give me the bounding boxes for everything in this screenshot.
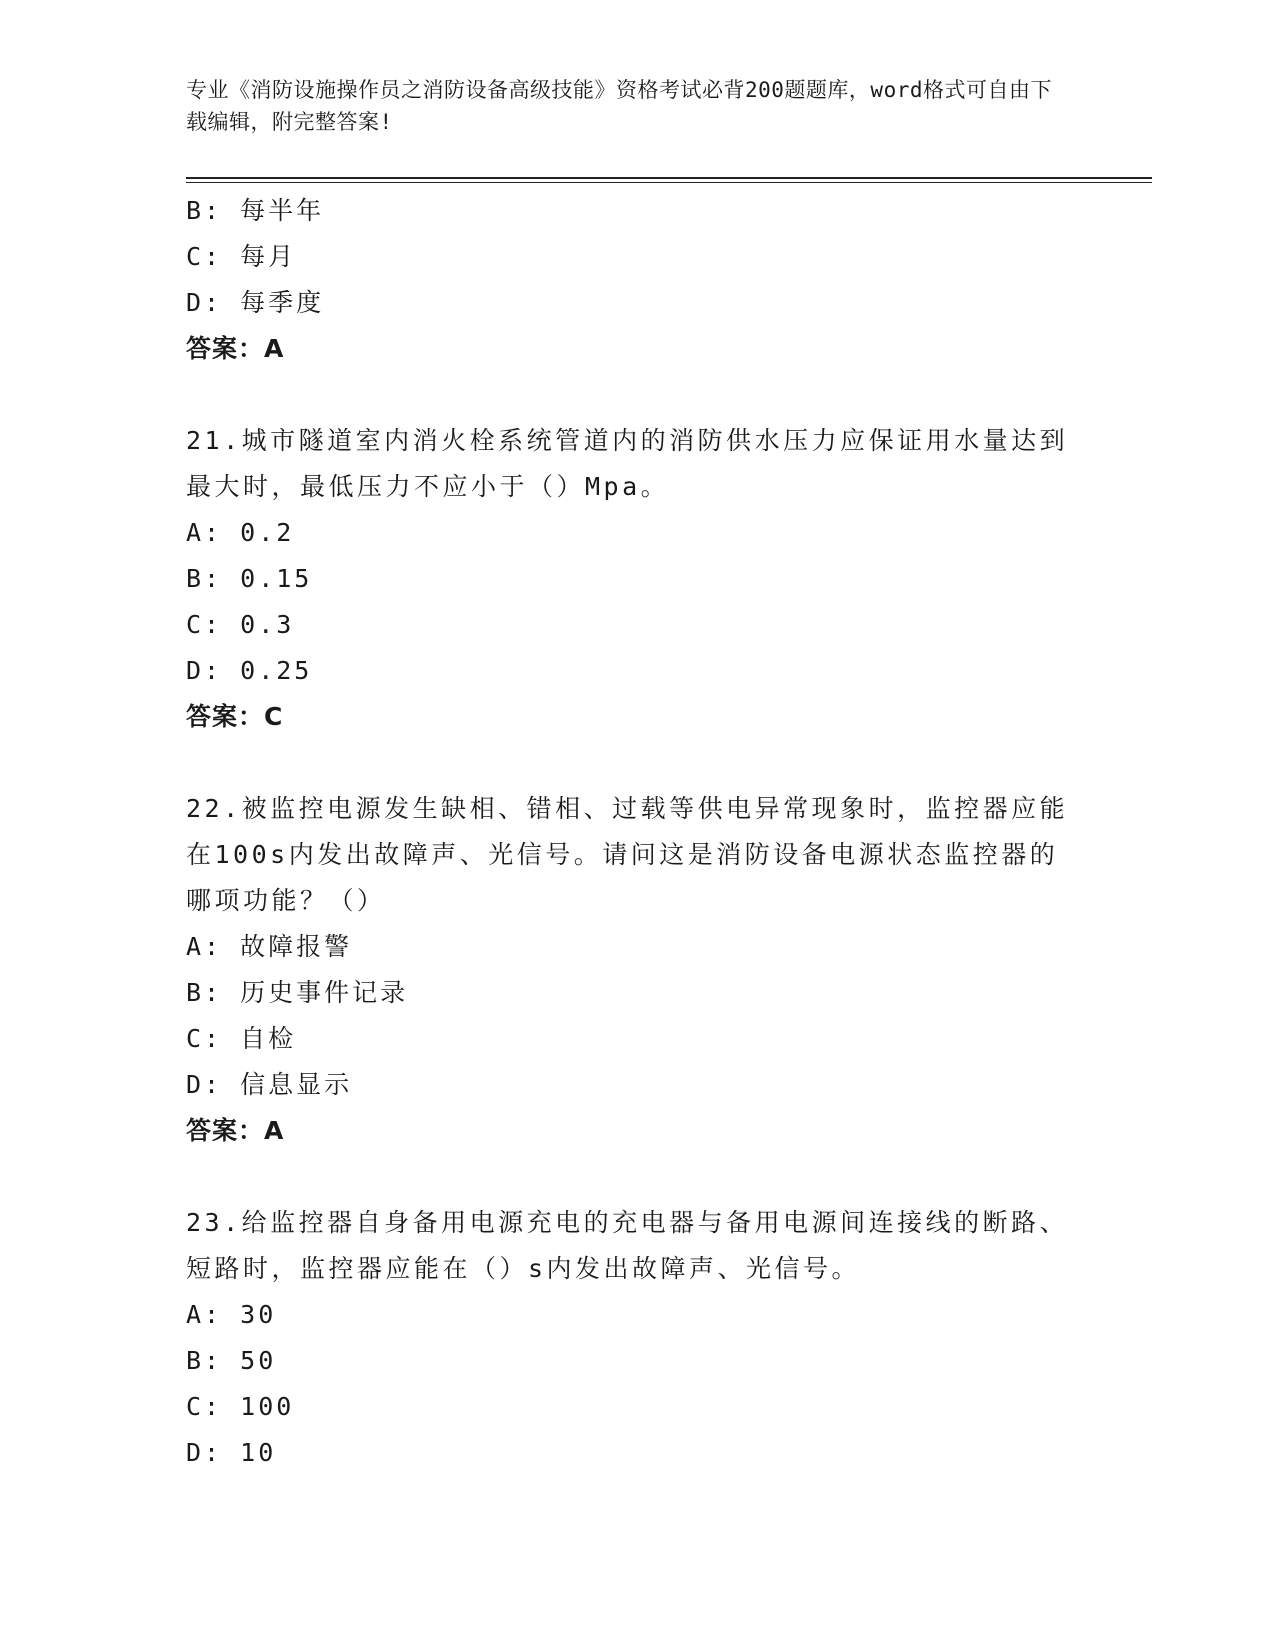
- option-b: B: 历史事件记录: [186, 978, 409, 1007]
- document-header: 专业《消防设施操作员之消防设备高级技能》资格考试必背200题题库，word格式可自由下载编辑，附完整答案!: [186, 78, 1052, 134]
- option-a: A: 故障报警: [186, 932, 353, 961]
- option-a: A: 30: [186, 1300, 277, 1329]
- header-rule-thick: [186, 177, 1152, 179]
- answer-line: 答案：A: [186, 334, 285, 363]
- answer-line: 答案：C: [186, 702, 284, 731]
- question-text: 22.被监控电源发生缺相、错相、过载等供电异常现象时，监控器应能在100s内发出故障声、光信号。请问这是消防设备电源状态监控器的哪项功能？（）: [186, 794, 1069, 915]
- option-c: C: 0.3: [186, 610, 295, 639]
- option-d: D: 信息显示: [186, 1070, 353, 1099]
- option-b: B: 0.15: [186, 564, 313, 593]
- option-b: B: 50: [186, 1346, 277, 1375]
- option-b: B: 每半年: [186, 196, 325, 225]
- option-a: A: 0.2: [186, 518, 295, 547]
- question-content: [186, 188, 1086, 1476]
- option-d: D: 10: [186, 1438, 277, 1467]
- question-20-continued: [186, 188, 1086, 372]
- question-text: 21.城市隧道室内消火栓系统管道内的消防供水压力应保证用水量达到最大时，最低压力不应小于（）Mpa。: [186, 426, 1069, 501]
- question-text: 23.给监控器自身备用电源充电的充电器与备用电源间连接线的断路、短路时，监控器应能在（）s内发出故障声、光信号。: [186, 1208, 1069, 1283]
- option-c: C: 100: [186, 1392, 295, 1421]
- spacer: [186, 1154, 1086, 1200]
- header-rule-thin: [186, 182, 1152, 183]
- question-22: [186, 786, 1086, 1154]
- option-c: C: 每月: [186, 242, 297, 271]
- option-d: D: 0.25: [186, 656, 313, 685]
- question-23: [186, 1200, 1086, 1476]
- answer-line: 答案：A: [186, 1116, 285, 1145]
- question-21: [186, 418, 1086, 740]
- option-c: C: 自检: [186, 1024, 297, 1053]
- spacer: [186, 372, 1086, 418]
- option-d: D: 每季度: [186, 288, 325, 317]
- spacer: [186, 740, 1086, 786]
